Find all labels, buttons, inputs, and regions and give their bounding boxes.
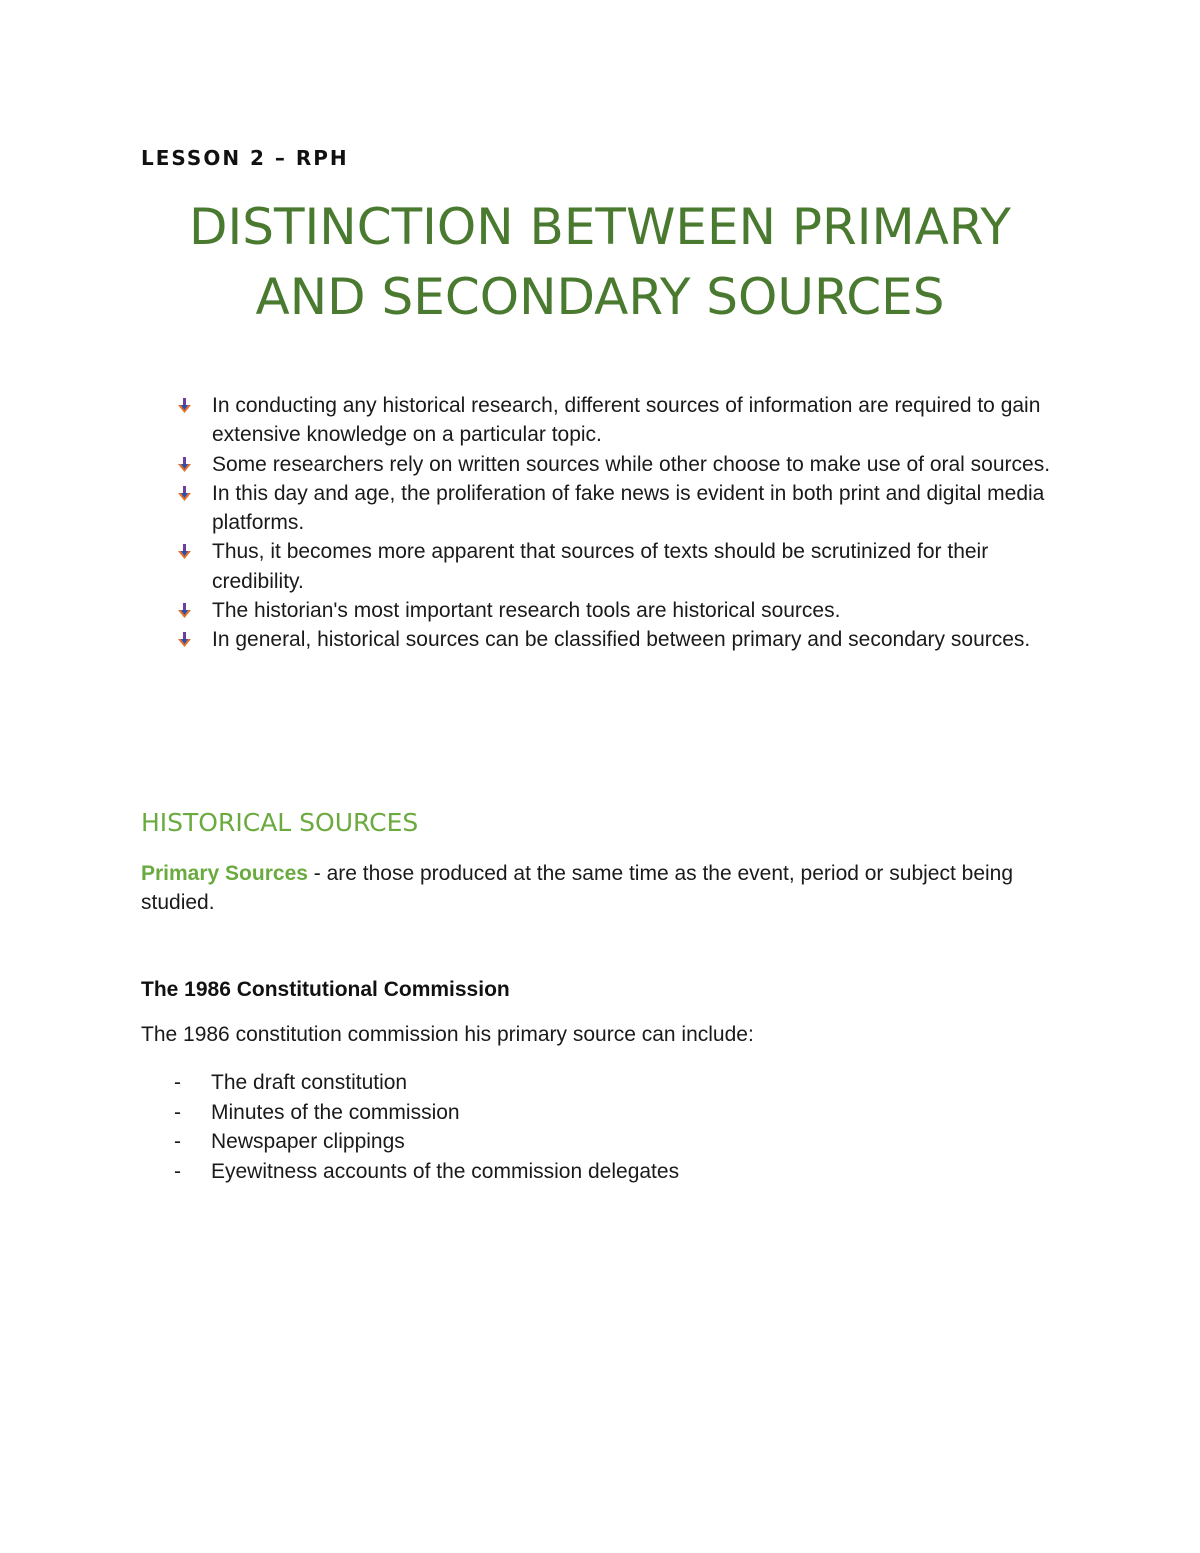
dash-bullet: - [174,1159,181,1183]
list-item-text: Minutes of the commission [211,1100,460,1124]
arrow-down-icon [176,543,194,561]
arrow-down-icon [176,631,194,649]
bullet-text: Some researchers rely on written sources while other choose to make use of oral sources. [212,452,1051,476]
list-item-text: Newspaper clippings [211,1130,405,1153]
primary-sources-definition [141,859,1071,917]
bullet-text: In this day and age, the proliferation of fake news is evident in both print and digital media platforms. [212,481,1045,535]
arrow-down-icon [176,602,194,620]
bullet-text: In general, historical sources can be classified between primary and secondary sources. [212,628,1031,652]
intro-bullet-list [176,391,1076,655]
dash-bullet: - [174,1130,181,1153]
arrow-down-icon [176,397,194,415]
page-title-line1: DISTINCTION BETWEEN PRIMARY [189,198,1011,256]
section-heading-historical-sources: HISTORICAL SOURCES [141,808,419,837]
list-item [174,1157,679,1187]
dash-bullet: - [174,1100,181,1124]
list-item [176,391,1076,450]
bullet-text: The historian's most important research tools are historical sources. [212,599,841,623]
primary-sources-term: Primary Sources [141,862,308,885]
bullet-text: Thus, it becomes more apparent that sources of texts should be scrutinized for their credibility. [212,540,989,593]
example-heading: The 1986 Constitutional Commission [141,978,510,1001]
arrow-down-icon [176,456,194,474]
bullet-text: In conducting any historical research, different sources of information are required to gain extensive knowledge on a particular topic. [212,394,1041,447]
example-item-list [174,1068,679,1186]
list-item [176,537,1076,596]
list-item [174,1098,679,1128]
list-item [174,1127,679,1157]
list-item-text: The draft constitution [211,1071,408,1094]
page-title [100,192,1100,332]
page-title-line2: AND SECONDARY SOURCES [255,268,945,326]
list-item-text: Eyewitness accounts of the commission delegates [211,1159,680,1183]
list-item [174,1068,679,1098]
arrow-down-icon [176,485,194,503]
list-item [176,625,1076,654]
list-item [176,596,1076,625]
primary-sources-text: - are those produced at the same time as the event, period or subject being studied. [141,862,1014,914]
dash-bullet: - [174,1071,181,1094]
example-intro: The 1986 constitution commission his primary source can include: [141,1023,754,1046]
lesson-label: LESSON 2 – RPH [141,146,349,170]
list-item [176,479,1076,538]
list-item [176,450,1076,479]
